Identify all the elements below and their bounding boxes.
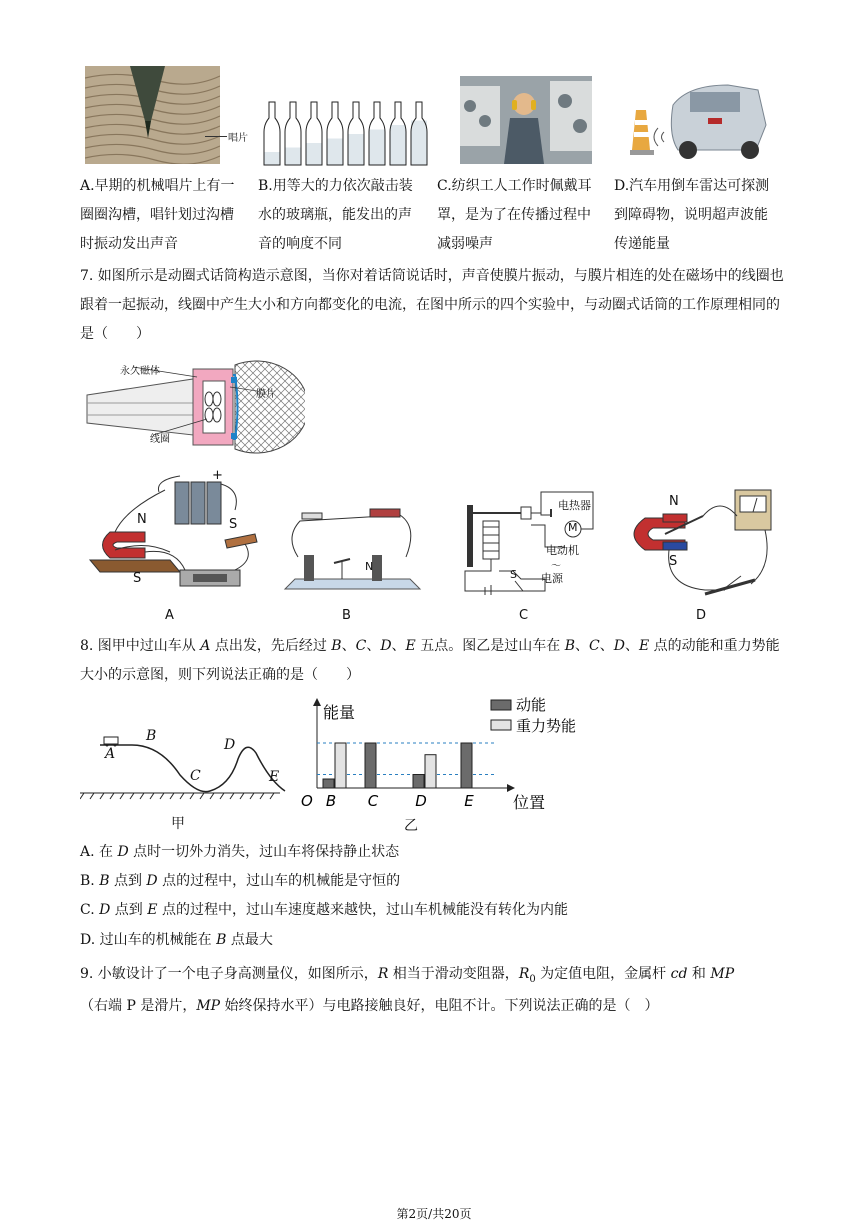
mic-coil-label: 线圈 — [150, 434, 170, 445]
exp-c-motor: 电动机 — [546, 544, 579, 557]
q6-option-b: B.用等大的力依次敲击装水的玻璃瓶，能发出的声音的响度不同 — [258, 178, 413, 252]
legend-label-kinetic: 动能 — [516, 696, 547, 714]
record-tag-label: 唱片 — [228, 133, 248, 144]
q8-b-it2: D — [146, 873, 158, 889]
glass-bottle — [306, 102, 322, 165]
q8-t15: D — [613, 638, 625, 654]
q8-t7: D — [380, 638, 392, 654]
q9-line2 — [80, 992, 788, 1021]
q8-option-a — [80, 838, 788, 867]
q8-c-it2: E — [147, 902, 158, 918]
q9-l1-t8: MP — [710, 966, 735, 982]
q8-t6: 、 — [366, 638, 381, 654]
q8-option-c — [80, 896, 788, 925]
record-groove-photo — [85, 66, 220, 164]
q8-t2: 点出发，先后经过 — [210, 638, 332, 654]
q8-b-mid: 点到 — [109, 873, 147, 889]
q8-a-post: 点时一切外力消失，过山车将保持静止状态 — [128, 844, 400, 860]
q9-l2-t2: 始终保持水平）与电路接触良好，电阻不计。下列说法正确的是（ ） — [220, 998, 659, 1014]
q8-t0: 8. 图甲中过山车从 — [80, 638, 201, 654]
legend-swatch-kinetic — [491, 700, 511, 710]
q9-l2-t0: （右端 P 是滑片， — [80, 998, 197, 1014]
y-axis-arrow — [313, 698, 321, 706]
kinetic-energy-bar — [413, 775, 424, 789]
q8-t3: B — [331, 638, 342, 654]
q9-l1-t0: 9. 小敏设计了一个电子身高测量仪，如图所示， — [80, 966, 378, 982]
q8-a-it: D — [117, 844, 129, 860]
glass-bottle — [369, 102, 385, 165]
q8-c-post: 点的过程中，过山车速度越来越快，过山车机械能没有转化为内能 — [157, 902, 568, 918]
q8-d-post: 点最大 — [226, 932, 273, 948]
exp-a-plus: + — [212, 468, 223, 483]
potential-energy-bar — [335, 743, 346, 788]
exp-c-heater: 电热器 — [558, 499, 591, 512]
x-tick-label: D — [415, 792, 427, 810]
q9-l1-t5: 为定值电阻，金属杆 — [535, 966, 671, 982]
exp-label-b: B — [342, 608, 351, 623]
x-tick-label: E — [464, 792, 474, 810]
exp-label-d: D — [696, 608, 707, 623]
q6-option-c: C.纺织工人工作时佩戴耳罩，是为了在传播过程中减弱噪声 — [437, 178, 592, 252]
glass-bottle — [348, 102, 364, 165]
y-axis-label: 能量 — [323, 703, 356, 722]
q8-t4: 、 — [341, 638, 356, 654]
q8-t13: C — [588, 638, 600, 654]
exp-label-c: C — [519, 608, 529, 623]
track-point-c: C — [190, 768, 201, 784]
q9-l2-t1: MP — [196, 998, 221, 1014]
record-tag-line — [205, 136, 227, 137]
exp-c-source: 电源 — [541, 572, 563, 585]
kinetic-energy-bar — [461, 743, 472, 788]
q9-line1 — [80, 960, 788, 994]
track-point-e: E — [269, 769, 280, 785]
potential-energy-bar — [425, 755, 436, 788]
q9-l1-t7: 和 — [687, 966, 711, 982]
figure-yi-label: 乙 — [404, 818, 418, 834]
q9-l1-t6: cd — [670, 966, 688, 982]
glass-bottle — [285, 102, 301, 165]
x-axis-arrow — [507, 784, 515, 792]
q8-t8: 、 — [391, 638, 406, 654]
q8-c-it: D — [99, 902, 111, 918]
q8-option-b — [80, 867, 788, 896]
q8-t5: C — [355, 638, 367, 654]
q6-option-a: A.早期的机械唱片上有一圈圈沟槽，唱针划过沟槽时振动发出声音 — [80, 178, 235, 252]
experiment-d-diagram — [625, 486, 775, 598]
exp-label-a: A — [165, 608, 174, 623]
q8-a-pre: A. 在 — [80, 844, 118, 860]
exp-b-n: N — [365, 560, 374, 573]
x-tick-label: B — [325, 792, 337, 810]
q8-t16: 、 — [624, 638, 639, 654]
q8-b-pre: B. — [80, 873, 100, 889]
roller-coaster-track — [80, 725, 290, 805]
energy-bar-chart — [295, 692, 595, 832]
glass-bottle — [327, 102, 343, 165]
mic-magnet-label: 永久磁体 — [120, 366, 160, 377]
q8-t10: 五点。图乙是过山车在 — [415, 638, 565, 654]
q8-t14: 、 — [599, 638, 614, 654]
textile-worker-photo — [460, 76, 592, 164]
experiment-b-diagram — [280, 497, 425, 597]
q9-l1-t4: 0 — [529, 973, 536, 985]
q8-t1: A — [200, 638, 211, 654]
exp-d-n: N — [669, 494, 679, 509]
q8-d-pre: D. 过山车的机械能在 — [80, 932, 217, 948]
exp-a-s: S — [133, 571, 142, 586]
q7-question-text: 7. 如图所示是动圈式话筒构造示意图，当你对着话筒说话时，声音使膜片振动，与膜片相连的处在磁场中的线圈也跟着一起振动，线圈中产生大小和方向都变化的电流，在图中所示的四个实验中，与动圈式话筒的工作原理相同的是（ ） — [80, 268, 784, 342]
q9-l1-t3: R — [518, 966, 530, 982]
glass-bottle — [411, 102, 427, 165]
exp-c-switch: S — [510, 568, 517, 581]
track-point-a: A — [105, 746, 116, 762]
q8-c-pre: C. — [80, 902, 100, 918]
kinetic-energy-bar — [365, 743, 376, 788]
exp-c-tilde: ～ — [551, 561, 561, 572]
water-bottles-illustration — [260, 100, 430, 168]
q8-option-d — [80, 926, 788, 955]
q8-t17: E — [638, 638, 650, 654]
q8-t11: B — [564, 638, 575, 654]
figure-jia-label: 甲 — [171, 816, 185, 832]
exp-a-switch: S — [229, 517, 238, 532]
q8-d-it: B — [216, 932, 227, 948]
q8-b-post: 点的过程中，过山车的机械能是守恒的 — [157, 873, 401, 889]
track-point-d: D — [224, 737, 236, 753]
exp-c-motor-symbol: M — [568, 521, 578, 534]
glass-bottle — [390, 102, 406, 165]
legend-swatch-potential — [491, 720, 511, 730]
car-radar-illustration — [628, 80, 768, 162]
track-point-b: B — [146, 728, 157, 744]
glass-bottle — [264, 102, 280, 165]
x-axis-label: 位置 — [513, 793, 546, 812]
q8-b-it: B — [99, 873, 110, 889]
exp-d-s: S — [669, 554, 678, 569]
q8-t9: E — [405, 638, 416, 654]
q8-c-mid: 点到 — [110, 902, 148, 918]
q8-t12: 、 — [574, 638, 589, 654]
q9-l1-t2: 相当于滑动变阻器， — [388, 966, 519, 982]
x-tick-label: C — [367, 792, 379, 810]
origin-label: O — [301, 792, 313, 810]
q8-t18: 点的动能和重力势能大小的示意图，则下列说法正确的是（ ） — [80, 638, 780, 683]
legend-label-potential: 重力势能 — [516, 717, 577, 735]
mic-membrane-label: 膜片 — [256, 389, 276, 400]
q8-question-text — [80, 632, 788, 690]
experiment-a-diagram — [85, 470, 265, 600]
q9-l1-t1: R — [377, 966, 389, 982]
exp-a-n: N — [137, 512, 147, 527]
kinetic-energy-bar — [323, 779, 334, 788]
page-number-footer: 第2页/共20页 — [396, 1207, 472, 1221]
q6-option-d: D.汽车用倒车雷达可探测到障碍物，说明超声波能传递能量 — [614, 178, 770, 252]
dynamic-microphone-diagram — [85, 357, 305, 457]
